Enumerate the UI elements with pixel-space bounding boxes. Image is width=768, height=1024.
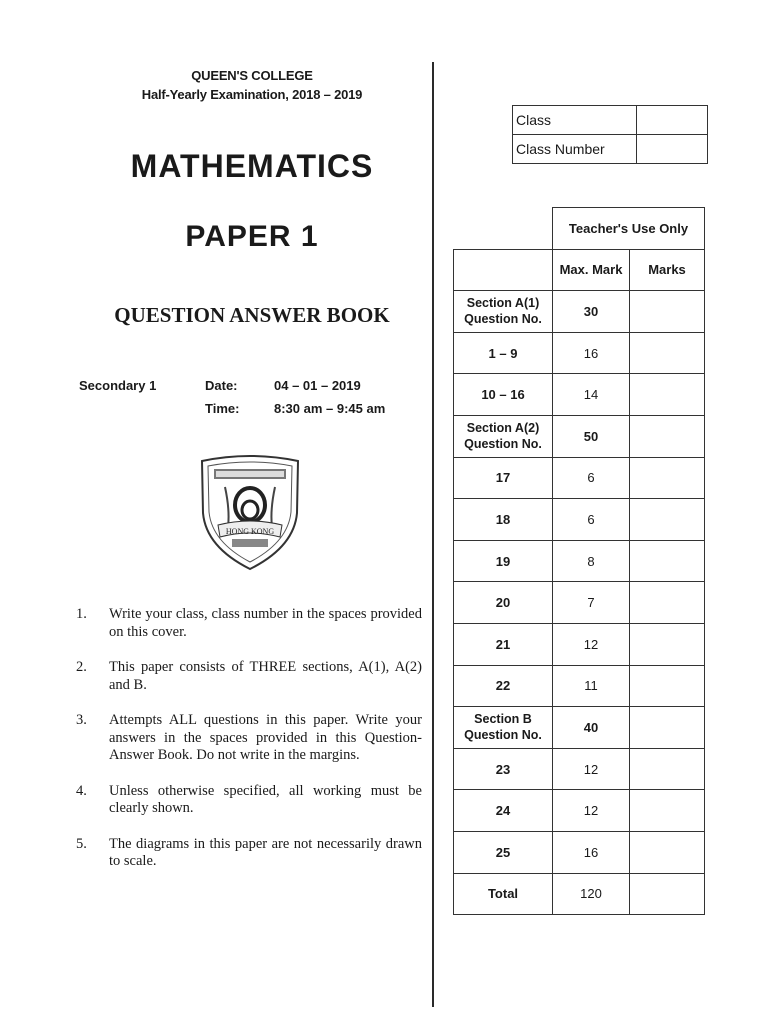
question-label: 21 bbox=[454, 623, 553, 665]
class-info-table bbox=[512, 105, 708, 164]
max-mark-value: 16 bbox=[553, 332, 630, 374]
marks-row bbox=[454, 499, 705, 541]
marks-entry-cell[interactable] bbox=[630, 499, 705, 541]
school-crest-icon bbox=[198, 455, 302, 573]
marks-row bbox=[454, 540, 705, 582]
question-label: Total bbox=[454, 873, 553, 915]
marks-row bbox=[454, 332, 705, 374]
max-mark-value: 50 bbox=[553, 415, 630, 457]
section-label: Section A(2) Question No. bbox=[454, 415, 553, 457]
max-mark-value: 6 bbox=[553, 499, 630, 541]
marks-row bbox=[454, 623, 705, 665]
column-divider bbox=[432, 62, 434, 1007]
instruction-text: Write your class, class number in the spaces provided on this cover. bbox=[109, 606, 422, 640]
marks-row bbox=[454, 831, 705, 873]
exam-header bbox=[120, 66, 384, 104]
max-mark-value: 7 bbox=[553, 582, 630, 624]
time-label: Time: bbox=[205, 401, 240, 416]
marks-entry-cell[interactable] bbox=[630, 291, 705, 333]
instruction-item bbox=[76, 712, 422, 765]
class-number-label: Class Number bbox=[513, 135, 637, 164]
marks-entry-cell[interactable] bbox=[630, 831, 705, 873]
class-row bbox=[513, 106, 708, 135]
marks-row bbox=[454, 707, 705, 749]
question-label: 20 bbox=[454, 582, 553, 624]
question-label: 22 bbox=[454, 665, 553, 707]
marks-row bbox=[454, 374, 705, 416]
marks-row bbox=[454, 665, 705, 707]
marks-rows bbox=[454, 291, 705, 915]
header-blank-cell bbox=[454, 249, 553, 291]
instruction-text: The diagrams in this paper are not necessarily drawn to scale. bbox=[109, 835, 422, 869]
max-mark-header: Max. Mark bbox=[553, 249, 630, 291]
marks-header: Marks bbox=[630, 249, 705, 291]
date-label: Date: bbox=[205, 378, 238, 393]
marks-row bbox=[454, 582, 705, 624]
marks-entry-cell[interactable] bbox=[630, 748, 705, 790]
marks-row bbox=[454, 291, 705, 333]
question-label: 25 bbox=[454, 831, 553, 873]
paper-title: PAPER 1 bbox=[185, 220, 319, 253]
max-mark-value: 12 bbox=[553, 748, 630, 790]
marks-entry-cell[interactable] bbox=[630, 374, 705, 416]
question-label: 24 bbox=[454, 790, 553, 832]
max-mark-value: 12 bbox=[553, 623, 630, 665]
marks-entry-cell[interactable] bbox=[630, 332, 705, 374]
instruction-number: 4. bbox=[76, 782, 87, 799]
crest-banner-text: HONG KONG bbox=[225, 527, 275, 536]
max-mark-value: 6 bbox=[553, 457, 630, 499]
instruction-number: 2. bbox=[76, 659, 87, 675]
instruction-item bbox=[76, 836, 422, 871]
question-label: 10 – 16 bbox=[454, 374, 553, 416]
exam-title: Half-Yearly Examination, 2018 – 2019 bbox=[141, 87, 363, 102]
level-label: Secondary 1 bbox=[79, 378, 157, 393]
question-label: 18 bbox=[454, 499, 553, 541]
max-mark-value: 12 bbox=[553, 790, 630, 832]
max-mark-value: 40 bbox=[553, 707, 630, 749]
question-label: 17 bbox=[454, 457, 553, 499]
class-number-row bbox=[513, 135, 708, 164]
question-label: 19 bbox=[454, 540, 553, 582]
max-mark-value: 16 bbox=[553, 831, 630, 873]
max-mark-value: 30 bbox=[553, 291, 630, 333]
book-title: QUESTION ANSWER BOOK bbox=[114, 303, 390, 327]
instruction-number: 3. bbox=[76, 712, 87, 728]
marks-row bbox=[454, 457, 705, 499]
teacher-header-row bbox=[454, 208, 705, 250]
date-value: 04 – 01 – 2019 bbox=[274, 378, 361, 393]
marks-entry-cell[interactable] bbox=[630, 707, 705, 749]
marks-entry-cell[interactable] bbox=[630, 457, 705, 499]
class-field[interactable] bbox=[637, 106, 708, 135]
question-label: 23 bbox=[454, 748, 553, 790]
class-number-field[interactable] bbox=[637, 135, 708, 164]
section-label: Section B Question No. bbox=[454, 707, 553, 749]
instructions-list bbox=[76, 606, 422, 889]
instruction-item bbox=[76, 783, 422, 818]
marks-row bbox=[454, 415, 705, 457]
instruction-text: This paper consists of THREE sections, A(1), A(2) and B. bbox=[109, 659, 422, 693]
subject-title: MATHEMATICS bbox=[130, 148, 374, 184]
instruction-text: Unless otherwise specified, all working must be clearly shown. bbox=[109, 782, 422, 816]
marks-entry-cell[interactable] bbox=[630, 623, 705, 665]
marks-entry-cell[interactable] bbox=[630, 582, 705, 624]
instruction-item bbox=[76, 659, 422, 694]
column-header-row bbox=[454, 249, 705, 291]
marks-entry-cell[interactable] bbox=[630, 665, 705, 707]
marks-entry-cell[interactable] bbox=[630, 873, 705, 915]
question-label: 1 – 9 bbox=[454, 332, 553, 374]
marks-table bbox=[453, 207, 705, 915]
marks-entry-cell[interactable] bbox=[630, 790, 705, 832]
max-mark-value: 14 bbox=[553, 374, 630, 416]
school-name: QUEEN'S COLLEGE bbox=[191, 68, 313, 83]
max-mark-value: 11 bbox=[553, 665, 630, 707]
marks-row bbox=[454, 873, 705, 915]
instruction-text: Attempts ALL questions in this paper. Write your answers in the spaces provided in this Question-Answer Book. Do not write in the margins. bbox=[109, 712, 422, 763]
instruction-item bbox=[76, 606, 422, 641]
max-mark-value: 120 bbox=[553, 873, 630, 915]
table-corner bbox=[454, 208, 553, 250]
section-label: Section A(1) Question No. bbox=[454, 291, 553, 333]
time-value: 8:30 am – 9:45 am bbox=[274, 401, 386, 416]
instruction-number: 5. bbox=[76, 835, 87, 852]
class-label: Class bbox=[513, 106, 637, 135]
marks-row bbox=[454, 748, 705, 790]
instruction-number: 1. bbox=[76, 606, 87, 622]
max-mark-value: 8 bbox=[553, 540, 630, 582]
marks-entry-cell[interactable] bbox=[630, 540, 705, 582]
marks-row bbox=[454, 790, 705, 832]
teacher-use-header: Teacher's Use Only bbox=[553, 208, 705, 250]
marks-entry-cell[interactable] bbox=[630, 415, 705, 457]
